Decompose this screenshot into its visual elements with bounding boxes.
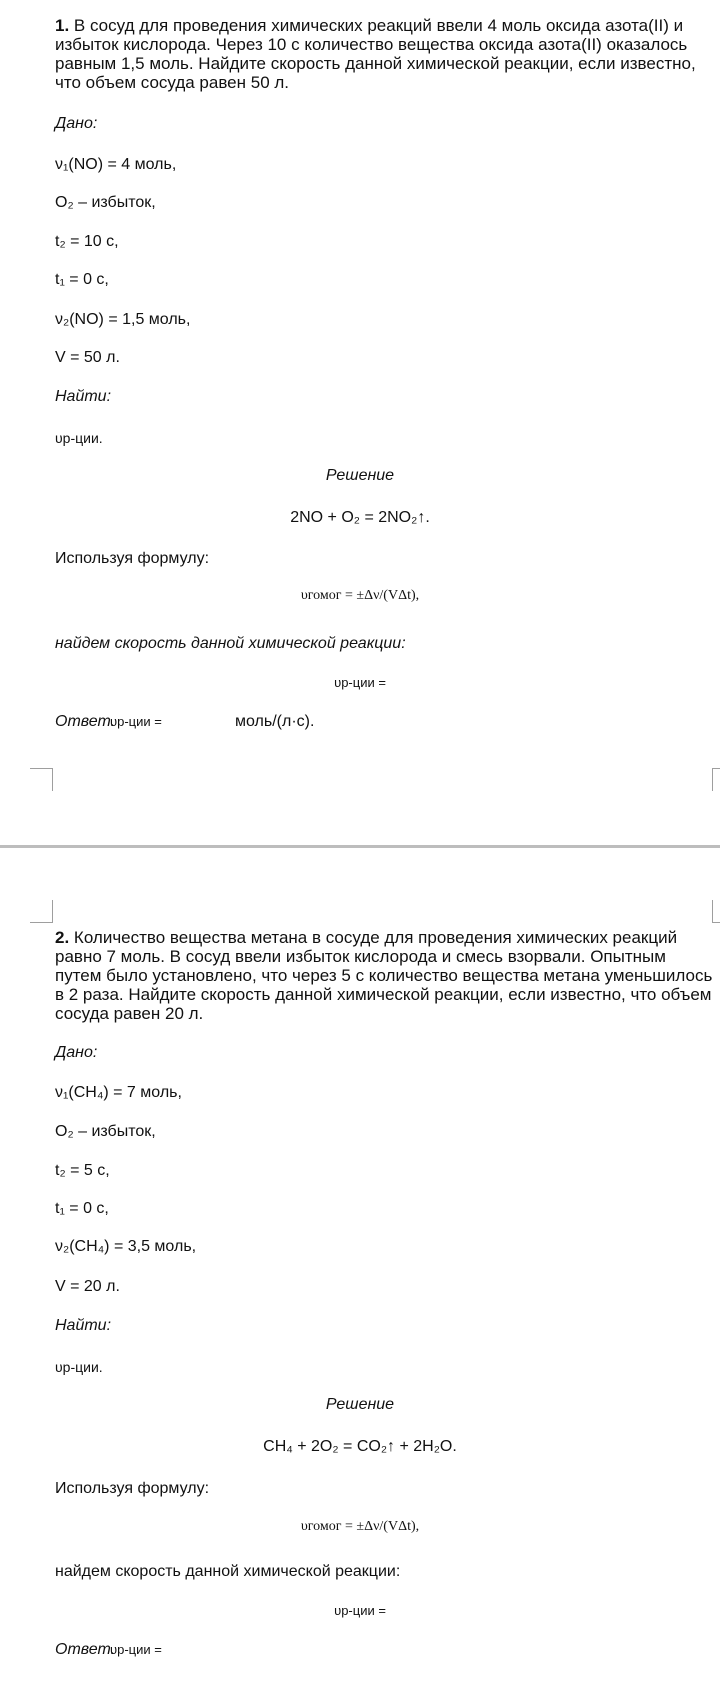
problem-1-number: 1.: [55, 16, 70, 35]
margin-corner-top-right: [712, 900, 720, 923]
using-formula-2: Используя формулу:: [55, 1480, 210, 1497]
given-2-4: t₁ = 0 с,: [55, 1200, 109, 1217]
answer-unit-1: моль/(л·с).: [235, 713, 315, 730]
problem-2-statement: Количество вещества метана в сосуде для проведения химических реакций равно 7 моль. В сосуд ввели избыток кислорода и смесь взорвали. Опытным путем было установлено, что через 5 с количество вещества метана уменьшилось в 2 раза. Найдите скорость данной химической реакции, если известно, что объем сосуда равен 20 л.: [55, 928, 713, 1023]
formula-2: υгомог = ±Δν/(VΔt),: [300, 1519, 420, 1534]
page-1: [0, 0, 720, 845]
solution-heading-1: Решение: [325, 467, 395, 484]
solution-heading-2: Решение: [325, 1396, 395, 1413]
problem-1-statement: В сосуд для проведения химических реакций ввели 4 моль оксида азота(II) и избыток кислорода. Через 10 с количество вещества оксида азота(II) оказалось равным 1,5 моль. Найдите скорость данной химической реакции, если известно, что объем сосуда равен 50 л.: [55, 16, 696, 92]
answer-rate-1: υр-ции =: [110, 714, 162, 729]
answer-label-2: Ответ.: [55, 1641, 116, 1658]
find-rate-2: найдем скорость данной химической реакции:: [55, 1563, 401, 1580]
find-2: υр-ции.: [55, 1359, 103, 1375]
given-2-3: t₂ = 5 с,: [55, 1162, 110, 1179]
problem-2-text: [55, 928, 715, 1023]
margin-corner-top-left: [30, 900, 53, 923]
equation-2: CH₄ + 2O₂ = CO₂↑ + 2H₂O.: [263, 1438, 457, 1455]
given-2-5: ν₂(CH₄) = 3,5 моль,: [55, 1238, 197, 1255]
find-rate-1: найдем скорость данной химической реакции:: [55, 635, 406, 652]
given-1-4: t₁ = 0 с,: [55, 271, 109, 288]
given-heading-1: Дано:: [55, 115, 98, 132]
given-1-2: O₂ – избыток,: [55, 194, 156, 211]
margin-corner-bottom-right: [712, 768, 720, 791]
problem-1-text: [55, 16, 715, 92]
page-2: [0, 850, 720, 1695]
margin-corner-bottom-left: [30, 768, 53, 791]
given-1-6: V = 50 л.: [55, 349, 120, 366]
formula-1: υгомог = ±Δν/(VΔt),: [300, 588, 420, 603]
find-heading-1: Найти:: [55, 388, 112, 405]
using-formula-1: Используя формулу:: [55, 550, 210, 567]
page-separator: [0, 845, 720, 848]
given-1-3: t₂ = 10 с,: [55, 233, 119, 250]
given-2-6: V = 20 л.: [55, 1278, 120, 1295]
rate-expression-1: υр-ции =: [334, 675, 386, 690]
given-1-5: ν₂(NO) = 1,5 моль,: [55, 311, 191, 328]
answer-label-1: Ответ.: [55, 713, 116, 730]
equation-1: 2NO + O₂ = 2NO₂↑.: [290, 509, 430, 526]
rate-expression-2: υр-ции =: [334, 1603, 386, 1618]
given-2-2: O₂ – избыток,: [55, 1123, 156, 1140]
given-1-1: ν₁(NO) = 4 моль,: [55, 156, 177, 173]
answer-rate-2: υр-ции =: [110, 1642, 162, 1657]
find-1: υр-ции.: [55, 430, 103, 446]
problem-2-number: 2.: [55, 928, 70, 947]
given-heading-2: Дано:: [55, 1044, 98, 1061]
given-2-1: ν₁(CH₄) = 7 моль,: [55, 1084, 182, 1101]
find-heading-2: Найти:: [55, 1317, 112, 1334]
